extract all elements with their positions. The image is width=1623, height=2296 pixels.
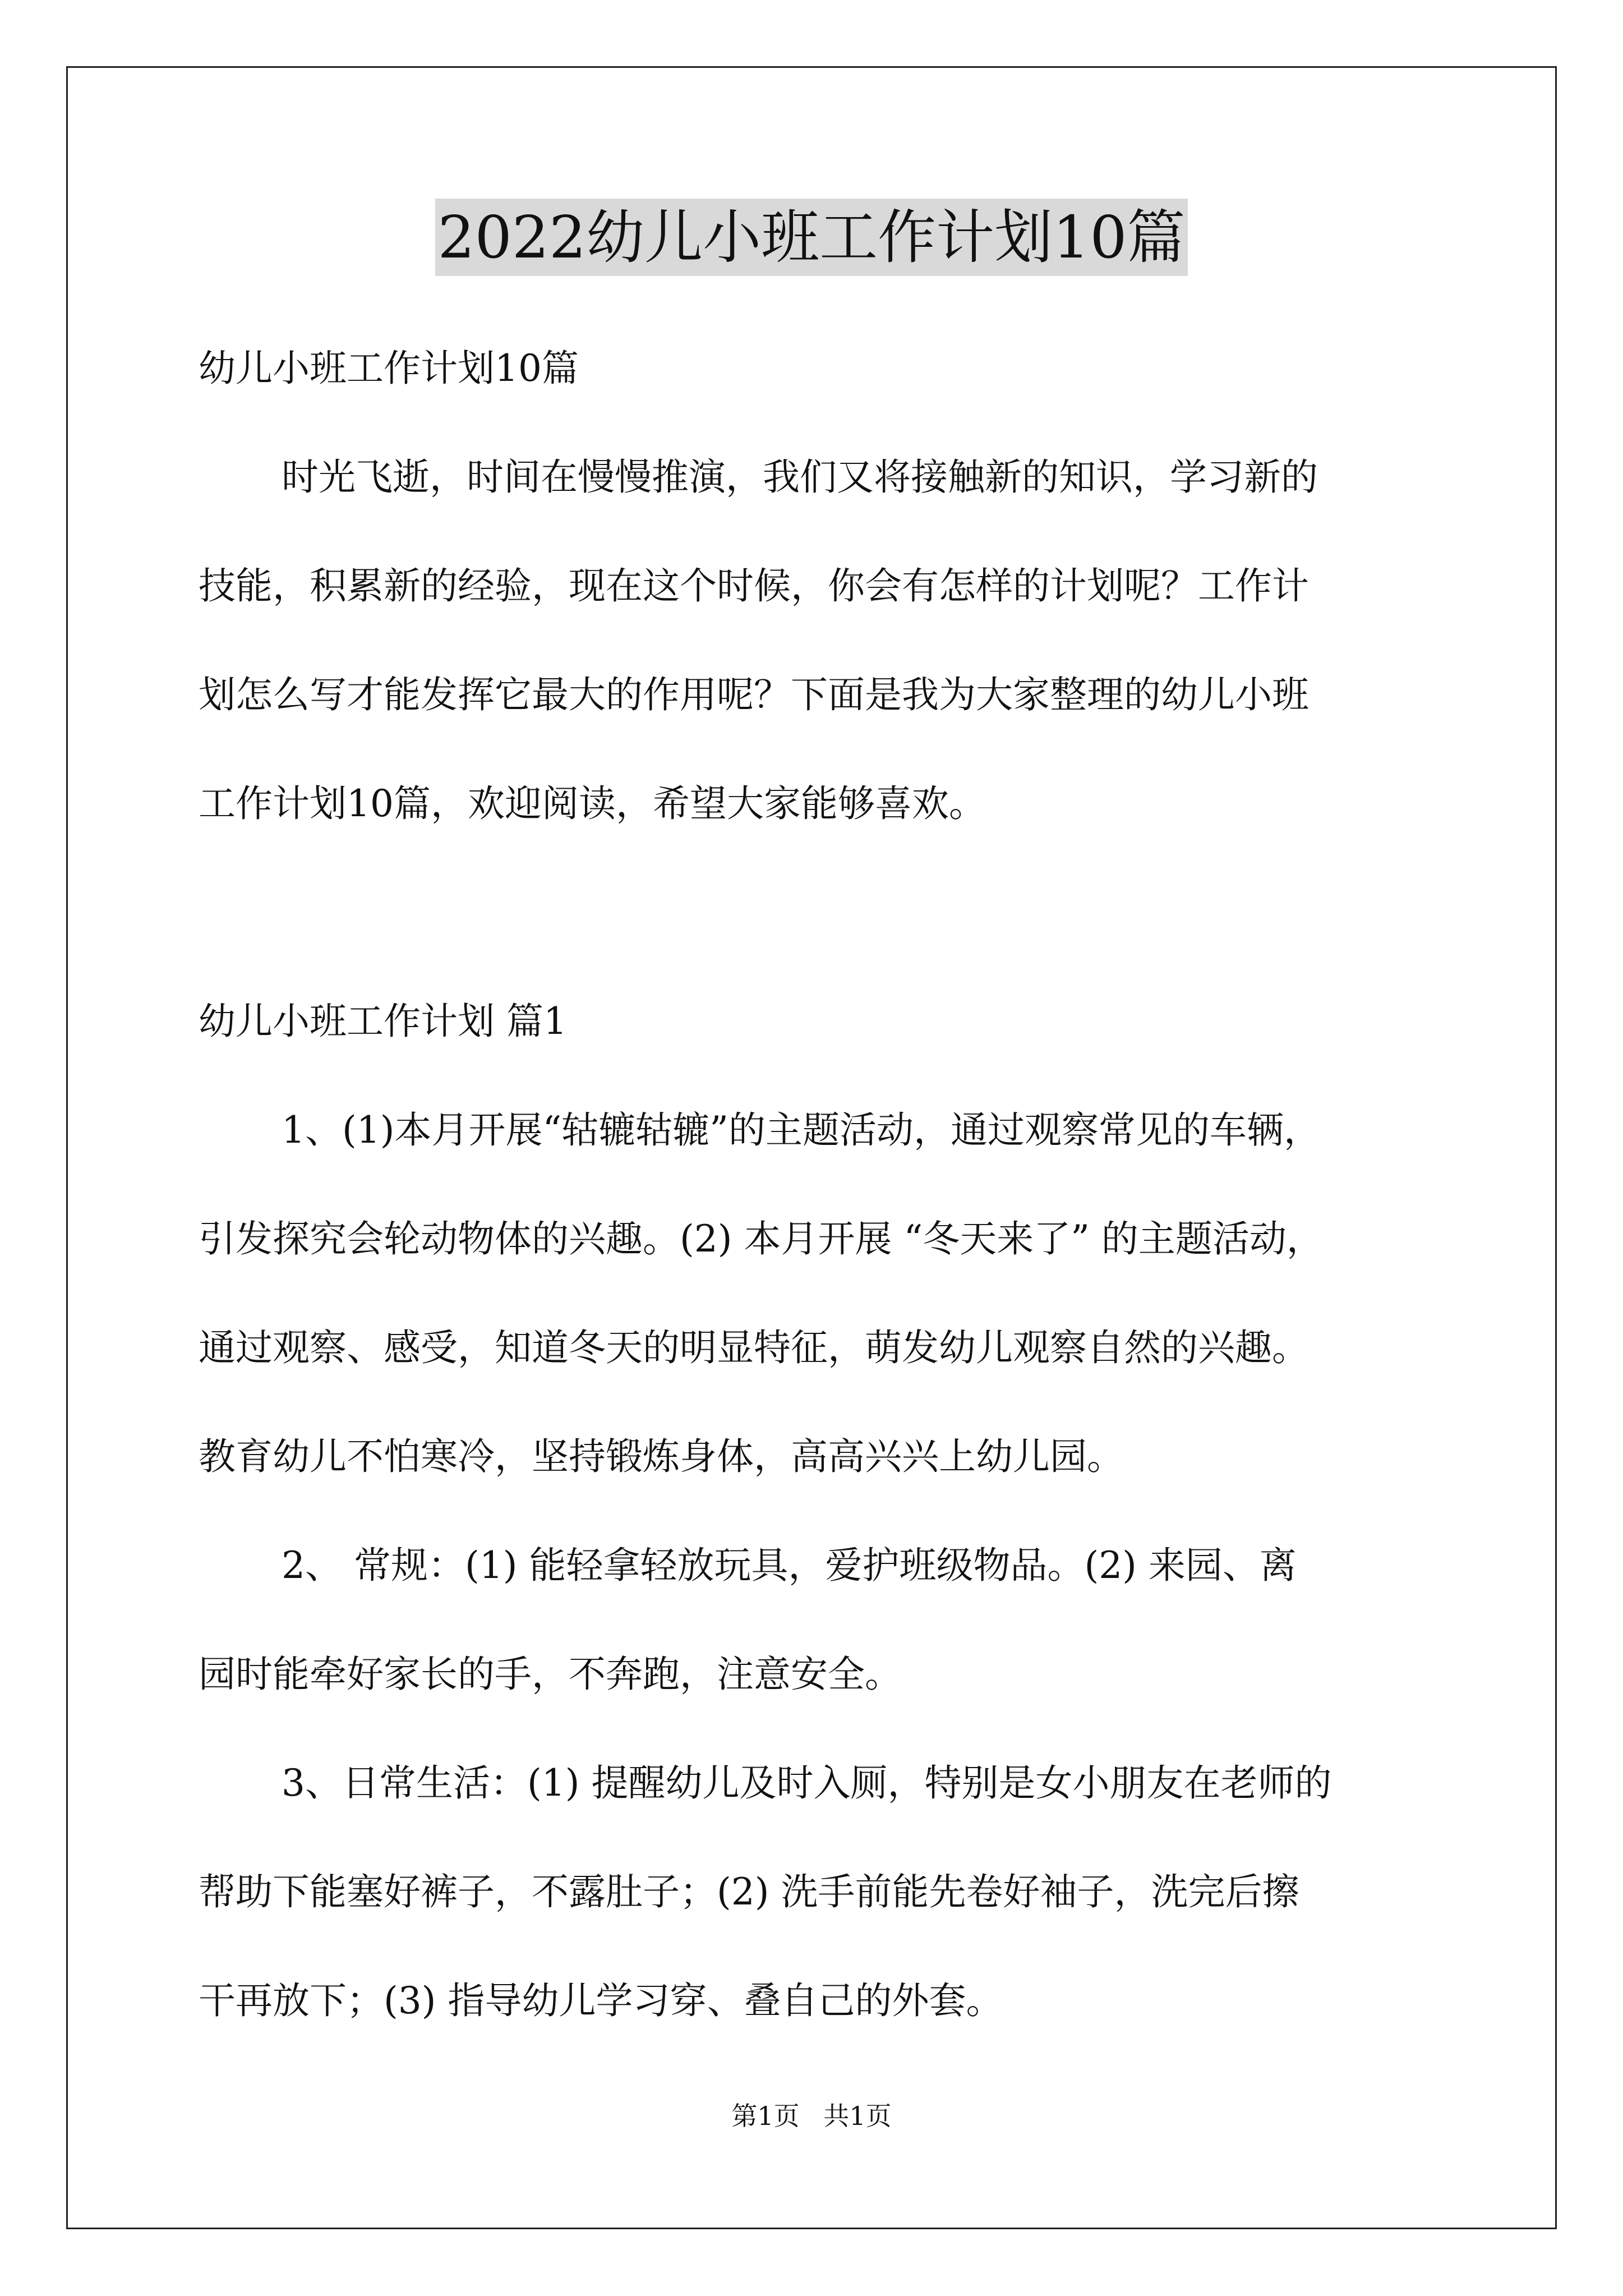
section-heading-intro: 幼儿小班工作计划10篇 xyxy=(199,347,579,390)
paragraph-line: 时光飞逝，时间在慢慢推演，我们又将接触新的知识，学习新的 xyxy=(282,455,1318,499)
paragraph-line: 1、(1)本月开展“轱辘轱辘”的主题活动，通过观察常见的车辆， xyxy=(282,1108,1321,1152)
paragraph-line: 帮助下能塞好裤子，不露肚子；(2) 洗手前能先卷好袖子，洗完后擦 xyxy=(199,1870,1299,1913)
paragraph-line: 通过观察、感受，知道冬天的明显特征，萌发幼儿观察自然的兴趣。 xyxy=(199,1326,1309,1369)
page-number-current: 第1页 xyxy=(731,2101,800,2131)
page-number-total: 共1页 xyxy=(823,2101,892,2131)
page-footer xyxy=(0,2099,1623,2133)
title-container xyxy=(0,199,1623,276)
paragraph-line: 工作计划10篇，欢迎阅读，希望大家能够喜欢。 xyxy=(199,782,986,825)
paragraph-line: 划怎么写才能发挥它最大的作用呢？下面是我为大家整理的幼儿小班 xyxy=(199,673,1309,716)
paragraph-line: 2、 常规：(1) 能轻拿轻放玩具，爱护班级物品。(2) 来园、离 xyxy=(282,1544,1297,1587)
paragraph-line: 引发探究会轮动物体的兴趣。(2) 本月开展 “冬天来了” 的主题活动， xyxy=(199,1217,1324,1260)
paragraph-line: 技能，积累新的经验，现在这个时候，你会有怎样的计划呢？工作计 xyxy=(199,564,1309,608)
document-body xyxy=(199,314,1432,2055)
paragraph-line: 园时能牵好家长的手，不奔跑，注意安全。 xyxy=(199,1653,902,1696)
paragraph-line: 教育幼儿不怕寒冷，坚持锻炼身体，高高兴兴上幼儿园。 xyxy=(199,1435,1124,1478)
document-title: 2022幼儿小班工作计划10篇 xyxy=(435,199,1187,276)
paragraph-line: 干再放下；(3) 指导幼儿学习穿、叠自己的外套。 xyxy=(199,1979,1003,2022)
paragraph-line: 3、日常生活：(1) 提醒幼儿及时入厕，特别是女小朋友在老师的 xyxy=(282,1761,1332,1805)
section-heading-part1: 幼儿小班工作计划 篇1 xyxy=(199,1000,567,1043)
blank-line xyxy=(199,858,1432,967)
